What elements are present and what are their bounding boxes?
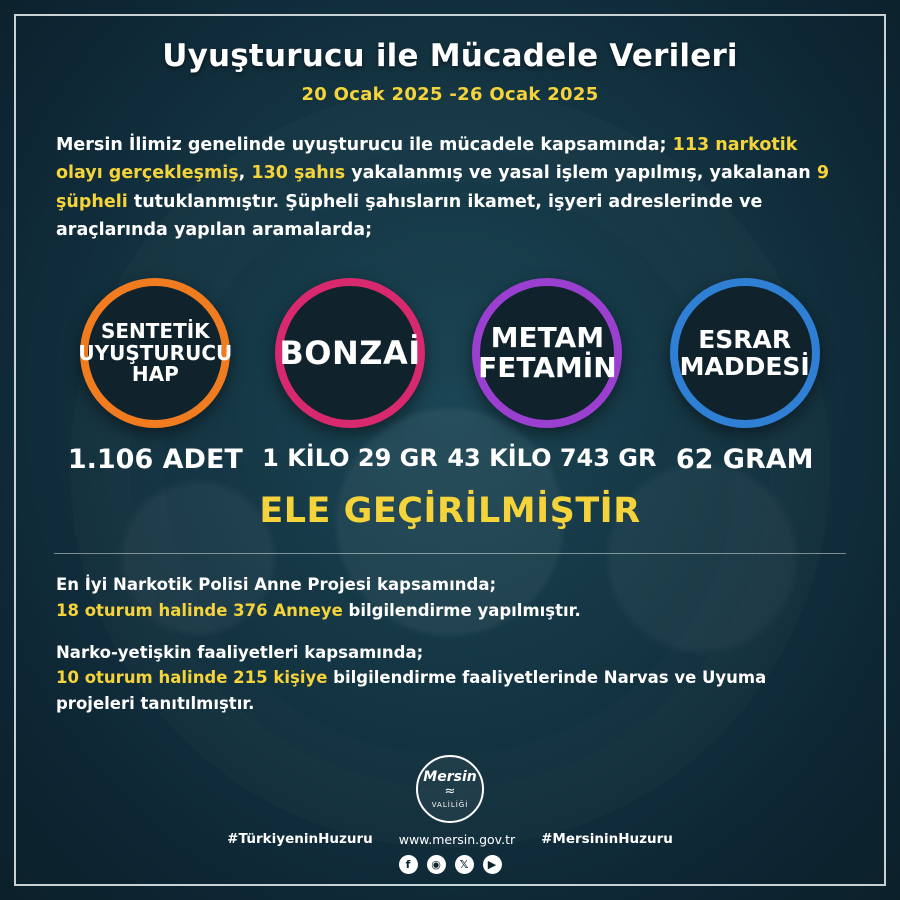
substance-name: BONZAİ [279,334,421,373]
wave-icon: ≈ [444,783,456,799]
substance-item-cannabis [647,278,842,475]
projects-section [56,572,844,716]
intro-text-3: yakalanmış ve yasal işlem yapılmış, yakalanan [345,163,817,184]
intro-highlight-3: 9 şüpheli [56,163,830,212]
project-text-3: Narko-yetişkin faaliyetleri kapsamında; [56,642,424,662]
hashtag-mersinin-huzuru: #MersininHuzuru [541,831,673,847]
project-highlight-1: 18 oturum halinde 376 Anneye [56,600,343,620]
project-text-1: En İyi Narkotik Polisi Anne Projesi kapsamında; [56,575,497,595]
substance-circle [670,278,820,428]
substance-item-bonzai [253,278,448,472]
page-title: Uyuşturucu ile Mücadele Verileri [162,38,738,74]
logo-name: Mersin [423,768,477,785]
website-url[interactable]: www.mersin.gov.tr [398,831,516,847]
project-text-2: bilgilendirme yapılmıştır. [342,600,581,620]
footer [0,755,900,874]
substance-circle [275,278,425,428]
project-text-4: bilgilendirme faaliyetlerinde Narvas ve Uyuma projeleri tanıtılmıştır. [56,668,767,713]
substance-name: SENTETİK UYUŞTURUCU HAP [78,318,233,387]
substance-amount: 43 KİLO 743 GR [447,444,657,473]
intro-text-4: tutuklanmıştır. Şüpheli şahısların ikamet, işyeri adreslerinde ve araçlarında yapılan aramalarda; [56,191,763,241]
poster-content [10,10,890,716]
substance-circle [472,278,622,428]
substance-name: ESRAR MADDESİ [679,325,810,382]
project-paragraph-mother [56,572,844,623]
x-twitter-icon[interactable]: 𝕏 [455,855,474,874]
intro-paragraph [56,131,844,244]
project-paragraph-adult [56,640,844,717]
social-links [0,855,900,874]
intro-highlight-2: 130 şahıs [251,163,346,184]
seized-label: ELE GEÇİRİLMİŞTİR [259,491,641,532]
intro-text-1: Mersin İlimiz genelinde uyuşturucu ile mücadele kapsamında; [56,135,673,155]
instagram-icon[interactable]: ◉ [427,855,446,874]
intro-text-2: , [238,163,252,184]
substance-amount: 1.106 ADET [67,444,243,476]
mersin-governorship-logo [416,755,484,823]
date-range: 20 Ocak 2025 -26 Ocak 2025 [301,84,599,105]
substance-amount: 62 GRAM [675,444,814,476]
project-highlight-2: 10 oturum halinde 215 kişiye [56,668,328,688]
youtube-icon[interactable]: ▶ [483,855,502,874]
substance-list [50,278,850,475]
substance-name: METAM FETAMİN [478,321,617,385]
substance-amount: 1 KİLO 29 GR [262,444,438,473]
footer-tagline [0,831,900,847]
intro-highlight-1: 113 narkotik olayı gerçekleşmiş [56,135,798,184]
substance-item-methamphetamine [447,278,657,473]
hashtag-turkiyenin-huzuru: #TürkiyeninHuzuru [227,831,373,847]
substance-item-synthetic-pills [58,278,253,475]
substance-circle [78,278,233,428]
facebook-icon[interactable]: f [399,855,418,874]
logo-subtitle: VALİLİĞİ [431,800,469,809]
section-divider [54,553,846,554]
